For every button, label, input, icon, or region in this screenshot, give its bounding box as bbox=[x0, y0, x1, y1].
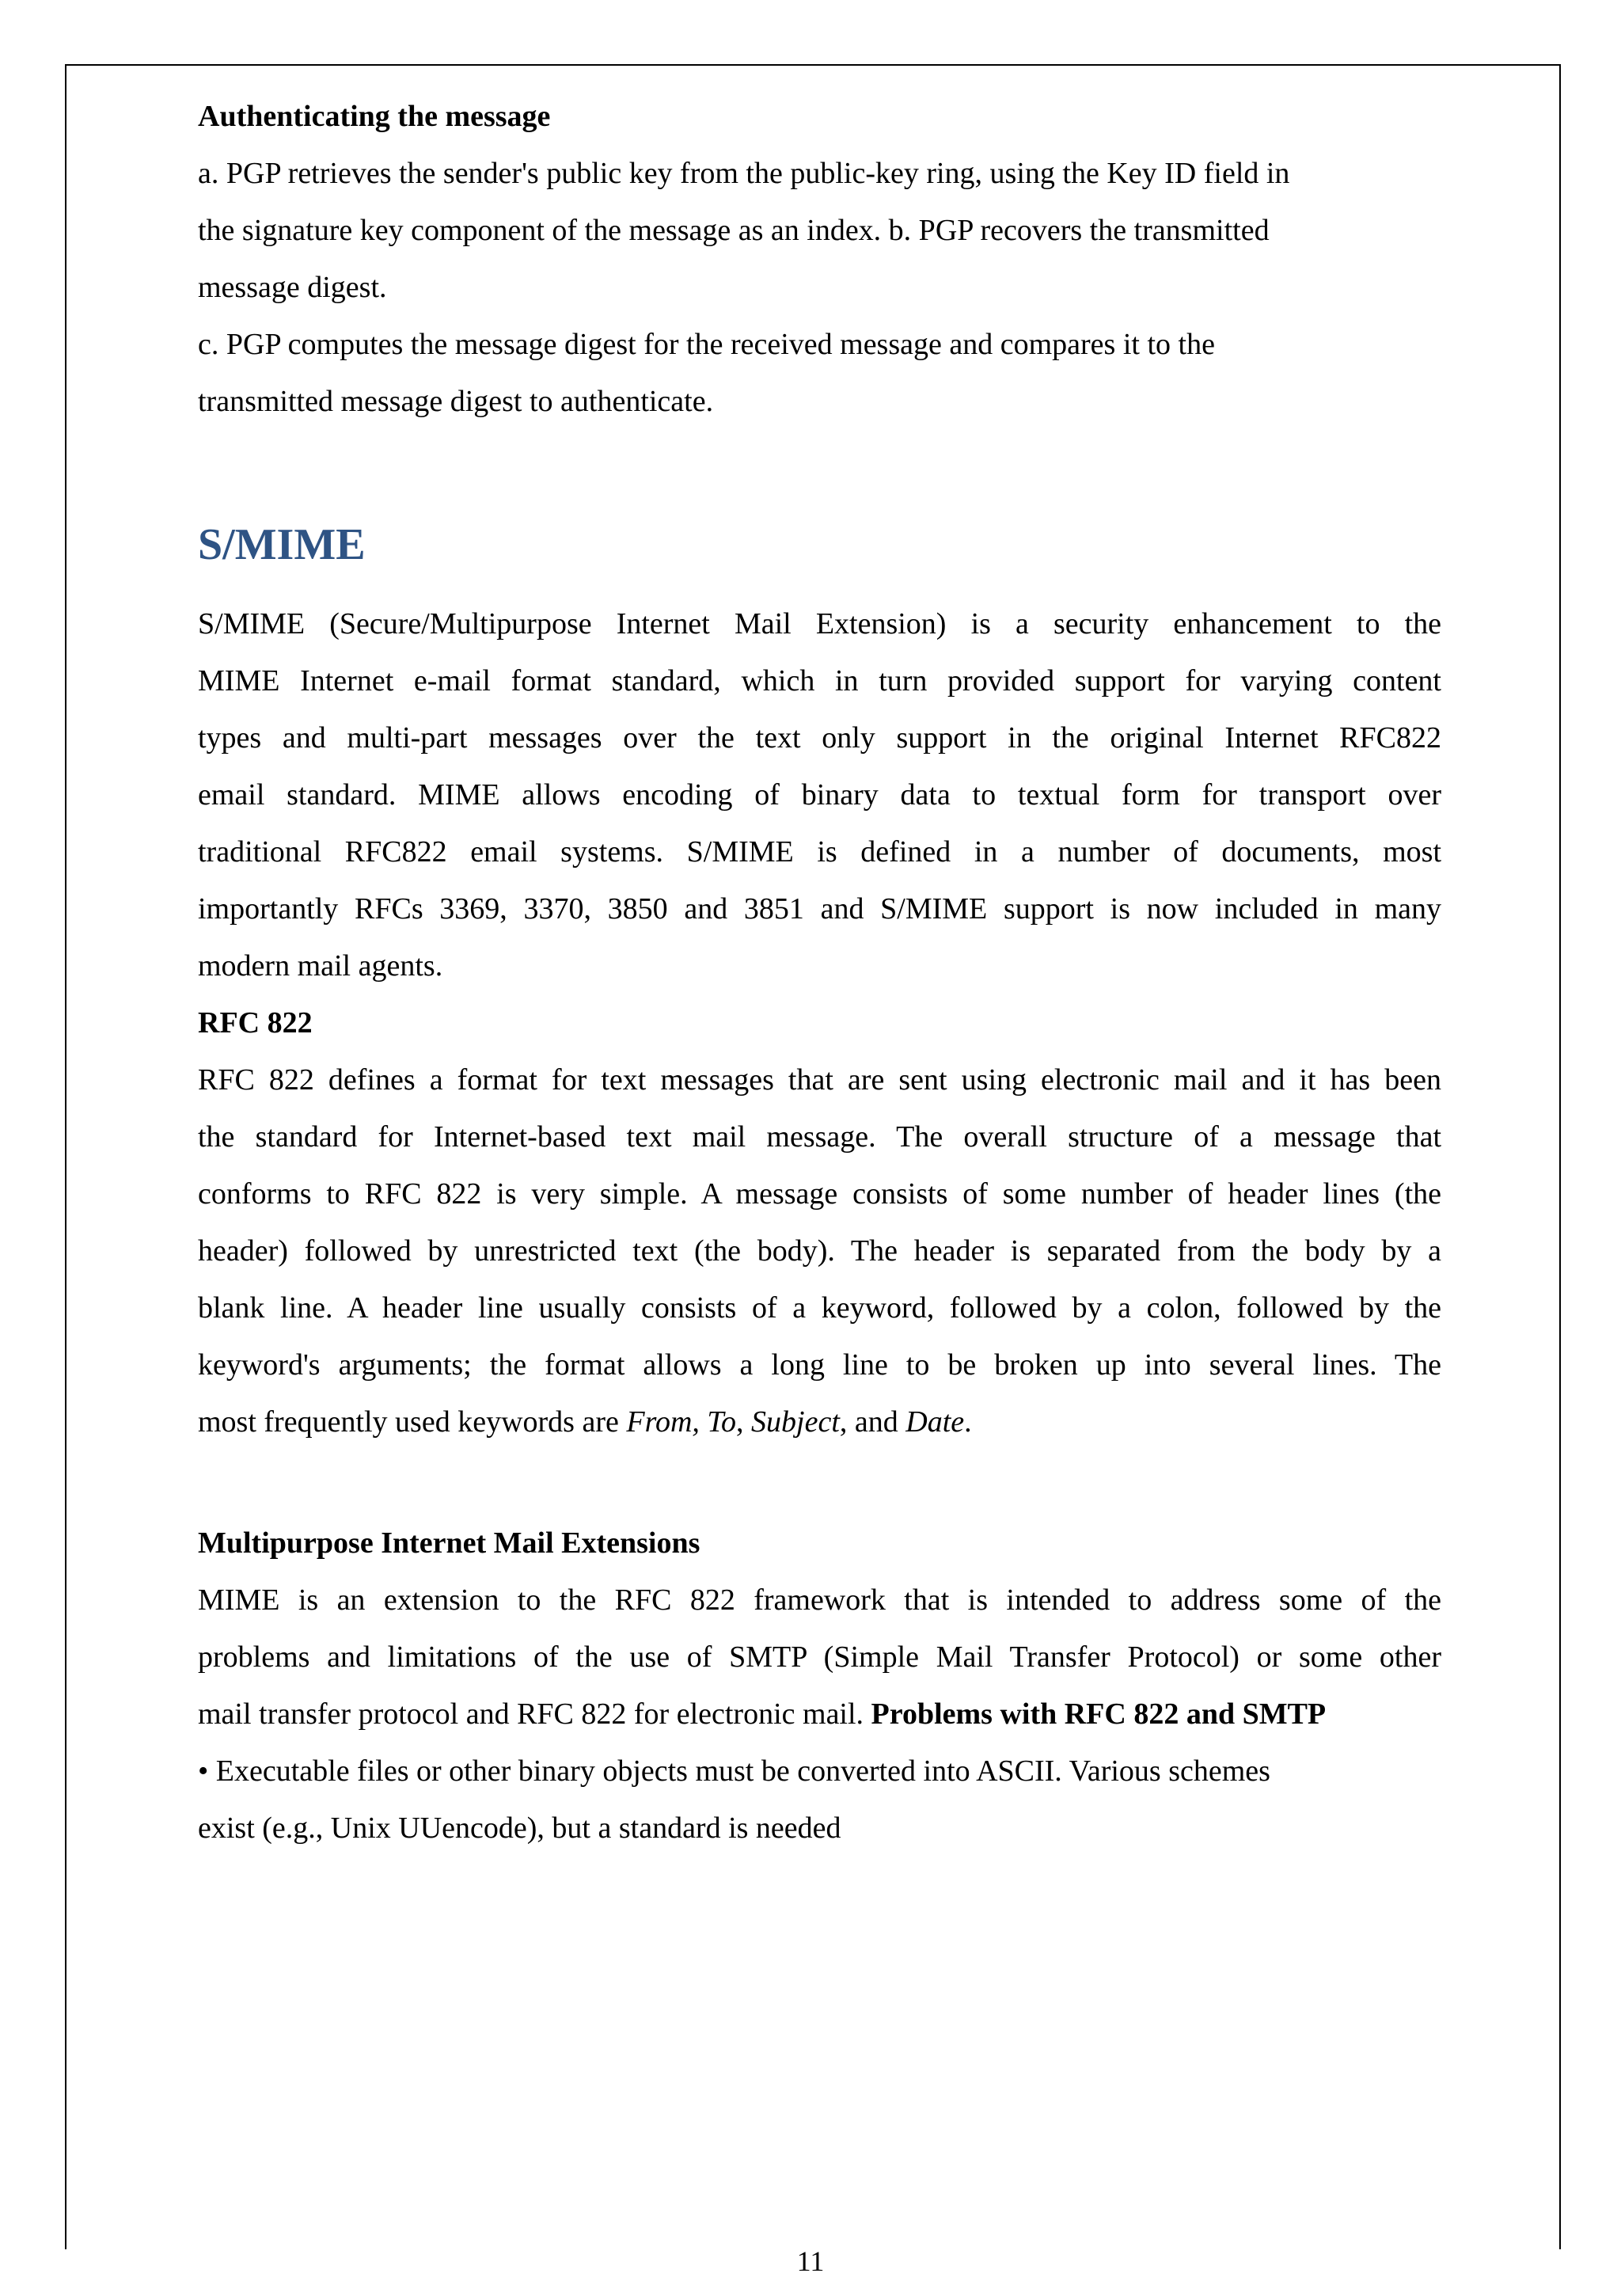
rfc822-keywords-prefix: most frequently used keywords are bbox=[198, 1405, 627, 1439]
page-number: 11 bbox=[796, 2245, 825, 2277]
pgp-auth-line: the signature key component of the message as an index. b. PGP recovers the transmitted bbox=[198, 214, 1270, 247]
rfc822-line: keyword's arguments; the format allows a long line to be broken up into several lines. The bbox=[198, 1348, 1441, 1382]
pgp-auth-line: message digest. bbox=[198, 271, 387, 304]
smime-line: modern mail agents. bbox=[198, 949, 443, 983]
smime-line: importantly RFCs 3369, 3370, 3850 and 3851 and S/MIME support is now included in many bbox=[198, 892, 1441, 926]
rfc822-line: header) followed by unrestricted text (the body). The header is separated from the body by a bbox=[198, 1234, 1441, 1268]
smime-heading: S/MIME bbox=[198, 520, 366, 569]
rfc822-keywords-line bbox=[198, 1393, 1441, 1450]
pgp-auth-line: transmitted message digest to authenticate. bbox=[198, 385, 714, 418]
keyword-date: Date bbox=[905, 1405, 965, 1439]
bullet-line: • Executable files or other binary objects must be converted into ASCII. Various schemes bbox=[198, 1754, 1270, 1788]
smime-line: traditional RFC822 email systems. S/MIME is defined in a number of documents, most bbox=[198, 835, 1441, 869]
rfc822-line: RFC 822 defines a format for text messages that are sent using electronic mail and it has been bbox=[198, 1063, 1441, 1097]
problems-heading: Problems with RFC 822 and SMTP bbox=[871, 1697, 1327, 1731]
mime-line: problems and limitations of the use of SMTP (Simple Mail Transfer Protocol) or some other bbox=[198, 1640, 1441, 1674]
rfc822-heading: RFC 822 bbox=[198, 1006, 313, 1040]
pgp-auth-line: c. PGP computes the message digest for the received message and compares it to the bbox=[198, 328, 1215, 361]
keyword-separator: , bbox=[736, 1405, 752, 1439]
smime-paragraph bbox=[198, 595, 1441, 1450]
pgp-auth-section bbox=[198, 88, 1441, 430]
mime-line-text: mail transfer protocol and RFC 822 for electronic mail. bbox=[198, 1697, 871, 1731]
smime-line: types and multi-part messages over the text only support in the original Internet RFC822 bbox=[198, 721, 1441, 755]
smime-line: S/MIME (Secure/Multipurpose Internet Mail Extension) is a security enhancement to the bbox=[198, 607, 1441, 641]
pgp-auth-line: a. PGP retrieves the sender's public key from the public-key ring, using the Key ID field in bbox=[198, 157, 1290, 190]
mime-line-with-problems-heading bbox=[198, 1686, 1441, 1743]
mime-line: MIME is an extension to the RFC 822 framework that is intended to address some of the bbox=[198, 1583, 1441, 1617]
rfc822-line: blank line. A header line usually consists of a keyword, followed by a colon, followed by the bbox=[198, 1291, 1441, 1325]
pgp-auth-heading: Authenticating the message bbox=[198, 100, 551, 133]
smime-line: MIME Internet e-mail format standard, which in turn provided support for varying content bbox=[198, 664, 1441, 698]
mime-section bbox=[198, 1515, 1441, 1857]
rfc822-line: the standard for Internet-based text mail message. The overall structure of a message that bbox=[198, 1120, 1441, 1154]
smime-line: email standard. MIME allows encoding of binary data to textual form for transport over bbox=[198, 778, 1441, 812]
rfc822-line: conforms to RFC 822 is very simple. A message consists of some number of header lines (the bbox=[198, 1177, 1441, 1211]
mime-heading: Multipurpose Internet Mail Extensions bbox=[198, 1526, 700, 1560]
keyword-subject: Subject bbox=[751, 1405, 840, 1439]
keyword-from-to: From, To bbox=[626, 1405, 737, 1439]
bullet-line: exist (e.g., Unix UUencode), but a standard is needed bbox=[198, 1811, 841, 1845]
keywords-end: . bbox=[964, 1405, 972, 1439]
keyword-separator: , and bbox=[839, 1405, 906, 1439]
